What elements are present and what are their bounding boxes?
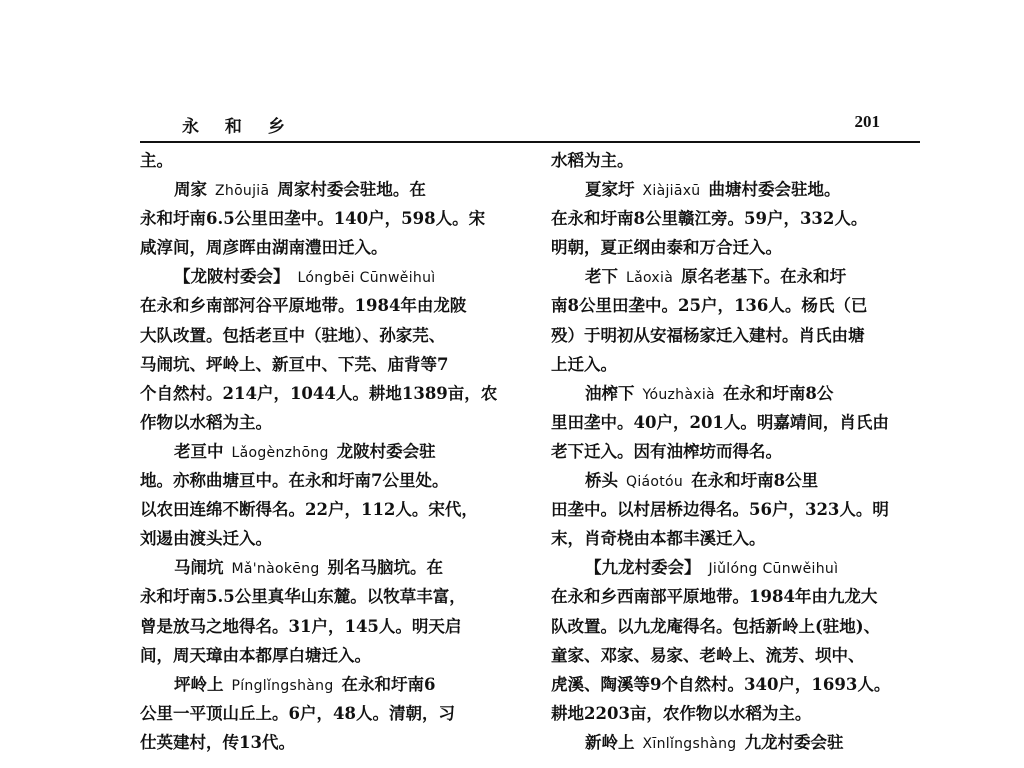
line-text: 原名老基下。在永和圩 xyxy=(681,267,847,287)
entry-heading-line xyxy=(551,728,927,757)
entry-pinyin: Lóngbēi Cūnwěihuì xyxy=(297,270,436,287)
entry-heading-line xyxy=(140,175,520,204)
line-text: 仕英建村，传13代。 xyxy=(140,732,295,752)
entry-heading-line xyxy=(140,437,520,466)
text-line xyxy=(140,408,520,437)
line-text: 殁）于明初从安福杨家迁入建村。肖氏由塘 xyxy=(551,325,865,345)
line-text: 个自然村。214户，1044人。耕地1389亩，农 xyxy=(140,383,498,403)
left-column xyxy=(140,146,520,757)
text-line xyxy=(140,321,520,350)
line-text: 在永和乡西南部平原地带。1984年由九龙大 xyxy=(551,587,878,607)
entry-headword: 油榨下 xyxy=(585,383,635,403)
line-text: 地。亦称曲塘亘中。在永和圩南7公里处。 xyxy=(140,471,449,491)
text-line xyxy=(140,291,520,320)
entry-heading-line xyxy=(551,466,927,495)
line-text: 主。 xyxy=(140,151,173,170)
entry-pinyin: Xiàjiāxū xyxy=(642,183,701,200)
line-text: 耕地2203亩，农作物以水稻为主。 xyxy=(551,703,812,723)
entry-headword: 坪岭上 xyxy=(174,674,224,694)
text-line xyxy=(551,408,927,437)
text-line xyxy=(551,612,927,641)
entry-heading-line xyxy=(551,175,927,204)
entry-headword: 夏家圩 xyxy=(585,180,635,200)
text-line xyxy=(551,146,927,175)
line-text: 周家村委会驻地。在 xyxy=(277,180,426,200)
text-line xyxy=(551,495,927,524)
line-text: 马闹坑、坪岭上、新亘中、下芫、庙背等7 xyxy=(140,354,449,374)
entry-pinyin: Yóuzhàxià xyxy=(642,386,715,403)
line-text: 间，周天璋由本都厚白塘迁入。 xyxy=(140,645,371,665)
line-text: 公里一平顶山丘上。6户，48人。清朝，习 xyxy=(140,703,455,723)
text-line xyxy=(551,582,927,611)
text-line xyxy=(551,291,927,320)
line-text: 在永和乡南部河谷平原地带。1984年由龙陂 xyxy=(140,296,467,316)
running-title: 永 和 乡 xyxy=(182,117,295,137)
line-text: 明朝，夏正纲由泰和万合迁入。 xyxy=(551,238,782,258)
line-text: 龙陂村委会驻 xyxy=(336,441,436,461)
text-line xyxy=(551,437,927,466)
entry-heading-line xyxy=(551,553,927,582)
line-text: 队改置。以九龙庵得名。包括新岭上(驻地)、 xyxy=(551,616,881,636)
text-line xyxy=(140,146,520,175)
entry-pinyin: Mǎ'nàokēng xyxy=(231,561,320,578)
text-line xyxy=(140,204,520,233)
entry-heading-line xyxy=(551,379,927,408)
text-line xyxy=(140,641,520,670)
text-line xyxy=(140,612,520,641)
right-column xyxy=(551,146,927,757)
text-line xyxy=(140,582,520,611)
line-text: 咸淳间，周彦晖由湖南澧田迁入。 xyxy=(140,238,388,258)
line-text: 在永和圩南8公里 xyxy=(691,471,819,491)
entry-headword: 桥头 xyxy=(585,471,618,491)
text-line xyxy=(140,233,520,262)
entry-headword: 马闹坑 xyxy=(174,558,224,578)
page-number: 201 xyxy=(854,112,880,131)
text-line xyxy=(140,466,520,495)
page-header xyxy=(140,108,920,140)
text-line xyxy=(551,233,927,262)
text-line xyxy=(551,670,927,699)
header-rule xyxy=(140,141,920,143)
entry-heading-line xyxy=(140,670,520,699)
entry-pinyin: Zhōujiā xyxy=(215,183,270,200)
entry-headword: 老下 xyxy=(585,267,618,287)
line-text: 九龙村委会驻 xyxy=(744,732,844,752)
line-text: 末，肖奇桡由本都丰溪迁入。 xyxy=(551,529,766,549)
line-text: 永和圩南6.5公里田垄中。140户，598人。宋 xyxy=(140,209,486,229)
entry-heading-line xyxy=(551,262,927,291)
text-line xyxy=(140,495,520,524)
entry-pinyin: Jiǔlóng Cūnwěihuì xyxy=(708,561,839,578)
text-line xyxy=(140,524,520,553)
line-text: 在永和圩南8公 xyxy=(722,383,834,403)
entry-pinyin: Lǎogènzhōng xyxy=(231,444,329,461)
line-text: 刘逷由渡头迁入。 xyxy=(140,529,272,549)
line-text: 以农田连绵不断得名。22户，112人。宋代， xyxy=(140,500,478,520)
line-text: 老下迁入。因有油榨坊而得名。 xyxy=(551,441,782,461)
line-text: 别名马脑坑。在 xyxy=(327,558,444,578)
text-line xyxy=(551,204,927,233)
line-text: 在永和圩南6 xyxy=(341,674,436,694)
text-line xyxy=(551,699,927,728)
text-line xyxy=(551,641,927,670)
entry-headword: 新岭上 xyxy=(585,732,635,752)
line-text: 南8公里田垄中。25户，136人。杨氏（已 xyxy=(551,296,868,316)
line-text: 在永和圩南8公里赣江旁。59户，332人。 xyxy=(551,209,868,229)
line-text: 童家、邓家、易家、老岭上、流芳、坝中、 xyxy=(551,645,865,665)
entry-heading-line xyxy=(140,553,520,582)
text-line xyxy=(140,379,520,408)
entry-pinyin: Qiáotóu xyxy=(626,474,684,491)
entry-pinyin: Lǎoxià xyxy=(626,270,674,287)
text-line xyxy=(140,350,520,379)
line-text: 曲塘村委会驻地。 xyxy=(708,180,841,200)
line-text: 水稻为主。 xyxy=(551,151,634,170)
text-line xyxy=(551,321,927,350)
line-text: 曾是放马之地得名。31户，145人。明天启 xyxy=(140,616,462,636)
line-text: 上迁入。 xyxy=(551,354,617,374)
entry-headword: 【九龙村委会】 xyxy=(585,558,701,578)
entry-headword: 周家 xyxy=(174,180,207,200)
line-text: 大队改置。包括老亘中（驻地）、孙家芫、 xyxy=(140,325,446,345)
entry-headword: 【龙陂村委会】 xyxy=(174,267,290,287)
entry-pinyin: Xīnlǐngshàng xyxy=(642,735,737,752)
line-text: 虎溪、陶溪等9个自然村。340户，1693人。 xyxy=(551,674,891,694)
entry-heading-line xyxy=(140,262,520,291)
entry-pinyin: Pínglǐngshàng xyxy=(231,677,334,694)
text-line xyxy=(551,350,927,379)
entry-headword: 老亘中 xyxy=(174,441,224,461)
text-line xyxy=(140,728,520,757)
text-line xyxy=(551,524,927,553)
line-text: 里田垄中。40户，201人。明嘉靖间，肖氏由 xyxy=(551,412,889,432)
text-line xyxy=(140,699,520,728)
line-text: 田垄中。以村居桥边得名。56户，323人。明 xyxy=(551,500,889,520)
line-text: 永和圩南5.5公里真华山东麓。以牧草丰富， xyxy=(140,587,466,607)
line-text: 作物以水稻为主。 xyxy=(140,412,272,432)
